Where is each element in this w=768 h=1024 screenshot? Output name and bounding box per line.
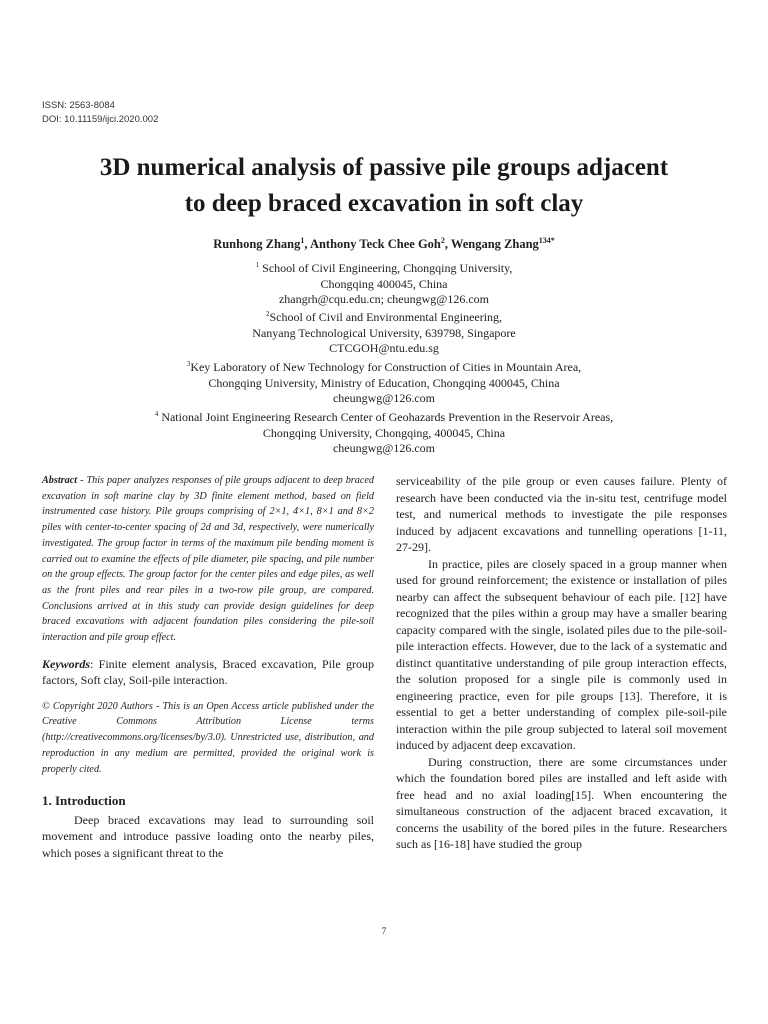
affiliation-4-email: cheungwg@126.com xyxy=(332,441,436,455)
affiliation-3 xyxy=(60,357,708,407)
author-3-affil: 134* xyxy=(538,236,555,245)
affiliation-4-mark: 4 xyxy=(154,410,159,418)
doi: DOI: 10.11159/ijci.2020.002 xyxy=(42,114,159,125)
page-number: 7 xyxy=(381,927,387,937)
affiliation-2-email: CTCGOH@ntu.edu.sg xyxy=(329,341,439,355)
affiliation-3-mark: 3 xyxy=(186,360,191,368)
affiliation-4-line2: Chongqing University, Chongqing, 400045, China xyxy=(262,425,506,440)
abstract-label: Abstract xyxy=(42,475,78,486)
intro-paragraph-1: Deep braced excavations may lead to surrounding soil movement and introduce passive loading onto the nearby piles, which poses a significant threat to the xyxy=(42,812,374,860)
right-paragraph-2: During construction, there are some circumstances under which the foundation bored piles are installed and left aside with free head and no axial loading[15]. When encountering the simultaneous construction of the adjacent braced excavation, it concerns the usability of the bored piles in the future. Researchers such as [16-18] have studied the group xyxy=(396,754,727,851)
left-column xyxy=(42,473,374,861)
journal-meta xyxy=(42,99,158,127)
affiliation-1-mark: 1 xyxy=(255,261,260,269)
title-line-1: 3D numerical analysis of passive pile groups adjacent xyxy=(99,154,669,181)
copyright-notice: © Copyright 2020 Authors - This is an Open Access article published under the Creative Commons Attribution License terms (http://creativecommons.org/licenses/by/3.0). Unrestricted use, distribution, and reproduction in any medium are permitted, provided the original work is properly cited. xyxy=(42,700,374,775)
affiliation-1 xyxy=(60,258,708,308)
author-1: Runhong Zhang xyxy=(213,237,301,252)
affiliation-3-line1: Key Laboratory of New Technology for Construction of Cities in Mountain Area, xyxy=(190,360,582,374)
keywords-text: : Finite element analysis, Braced excavation, Pile group factors, Soft clay, Soil-pile interaction. xyxy=(42,656,374,688)
affiliation-1-line1: School of Civil Engineering, Chongqing University, xyxy=(259,261,513,275)
author-3: , Wengang Zhang xyxy=(444,237,539,252)
section-heading-introduction: 1. Introduction xyxy=(42,793,126,809)
author-2: , Anthony Teck Chee Goh xyxy=(304,237,441,252)
title-line-2: to deep braced excavation in soft clay xyxy=(184,190,584,217)
author-1-affil: 1 xyxy=(300,236,305,245)
issn: ISSN: 2563-8084 xyxy=(42,100,115,111)
keywords-label: Keywords xyxy=(42,656,90,671)
affiliation-1-line2: Chongqing 400045, China xyxy=(320,276,448,291)
abstract-text: - This paper analyzes responses of pile groups adjacent to deep braced excavation in soft marine clay by 3D finite element method, based on field instrumented case history. Pile groups comprising of 2×1, 4×1, 8×1 and 8×2 piles with center-to-center spacing of 2d and 3d, respectively, were numerically investigated. The group factor in terms of the maximum pile bending moment is carried out to examine the effects of pile diameter, pile spacing, and pile number on the group effects. The group factor for the center piles and edge piles, as well as the front piles and rear piles in a two-row pile group, are compared. Conclusions arrived at in this study can provide design guidelines for deep braced excavations with adjacent foundation piles considering the pile-soil interaction and pile group effect. xyxy=(42,475,374,644)
affiliation-2-line1: School of Civil and Environmental Engineering, xyxy=(269,310,503,324)
keywords xyxy=(42,656,374,689)
affiliation-2 xyxy=(60,307,708,357)
affiliation-2-line2: Nanyang Technological University, 639798, Singapore xyxy=(252,325,516,340)
paper-title xyxy=(30,150,738,222)
affiliation-4-line1: National Joint Engineering Research Center of Geohazards Prevention in the Reservoir Areas, xyxy=(158,410,614,424)
affiliation-1-email: zhangrh@cqu.edu.cn; cheungwg@126.com xyxy=(278,292,490,306)
right-column xyxy=(396,473,727,853)
affiliation-4 xyxy=(60,407,708,457)
right-paragraph-0: serviceability of the pile group or even causes failure. Plenty of research have been conducted via the in-situ test, centrifuge model test, and numerical methods to investigate the pile responses induced by adjacent excavations and tunnelling operations [1-11, 27-29]. xyxy=(396,474,727,554)
author-2-affil: 2 xyxy=(440,236,445,245)
affiliation-2-mark: 2 xyxy=(265,310,270,318)
affiliation-3-email: cheungwg@126.com xyxy=(332,391,436,405)
abstract xyxy=(42,473,374,646)
author-list xyxy=(30,236,738,252)
affiliation-3-line2: Chongqing University, Ministry of Education, Chongqing 400045, China xyxy=(208,375,560,390)
right-paragraph-1: In practice, piles are closely spaced in a group manner when used for ground reinforcement; the existence or installation of piles nearby can affect the subsequent behaviour of each pile. [12] have recognized that the piles within a group may have a smaller bearing capacity compared with the single, isolated piles due to the pile-soil-pile interaction effects. However, due to the lack of a systematic and distinct quantitative understanding of pile group interaction effects, the solution proposed for a single pile is commonly used in engineering practice, even for pile groups [13]. Therefore, it is essential to get a better understanding of complex pile-soil-pile interaction within the pile group subjected to lateral soil movement induced by adjacent deep excavation. xyxy=(396,556,727,752)
